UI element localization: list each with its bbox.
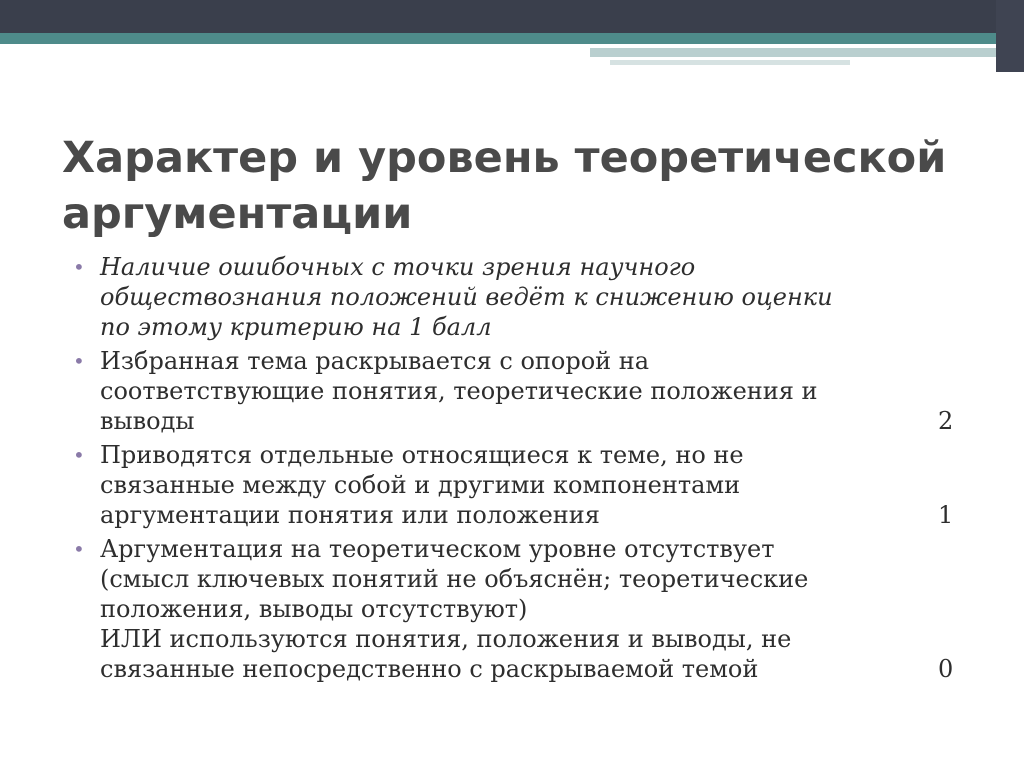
- criteria-item-score-1: [70, 440, 954, 530]
- header-stripe-lighter: [610, 60, 850, 65]
- header-band-right-block: [996, 0, 1024, 72]
- bullet-icon: •: [73, 255, 85, 279]
- criteria-line: обществознания положений ведёт к снижению оценки: [100, 283, 833, 311]
- criteria-line: по этому критерию на 1 балл: [100, 313, 492, 341]
- criteria-line-with-score: [100, 654, 954, 684]
- criteria-line: Приводятся отдельные относящиеся к теме, но не: [100, 441, 744, 469]
- criteria-line: Избранная тема раскрывается с опорой на: [100, 347, 650, 375]
- criteria-item-score-2: [70, 346, 954, 436]
- criteria-line-with-score: [100, 406, 954, 436]
- score-value: 0: [938, 655, 954, 683]
- bullet-icon: •: [73, 349, 85, 373]
- slide-title-line-2: аргументации: [62, 189, 413, 239]
- bullet-icon: •: [73, 443, 85, 467]
- criteria-line: связанные между собой и другими компонентами: [100, 471, 741, 499]
- slide-title-line-1: Характер и уровень теоретической: [62, 133, 947, 183]
- criteria-text: [100, 252, 950, 342]
- criteria-text: [100, 440, 954, 530]
- criteria-line: соответствующие понятия, теоретические положения и: [100, 377, 818, 405]
- criteria-line: ИЛИ используются понятия, положения и выводы, не: [100, 625, 792, 653]
- slide-title: [62, 130, 982, 242]
- criteria-list: [70, 252, 954, 688]
- header-stripe-teal: [0, 33, 996, 44]
- criteria-line: (смысл ключевых понятий не объяснён; теоретические: [100, 565, 809, 593]
- header-band-dark: [0, 0, 1024, 33]
- criteria-text: [100, 346, 954, 436]
- criteria-line: положения, выводы отсутствуют): [100, 595, 528, 623]
- criteria-text: [100, 534, 954, 684]
- score-value: 2: [938, 407, 954, 435]
- criteria-line: Наличие ошибочных с точки зрения научного: [100, 253, 696, 281]
- bullet-icon: •: [73, 537, 85, 561]
- criteria-line: выводы: [100, 407, 195, 435]
- criteria-line: аргументации понятия или положения: [100, 501, 600, 529]
- score-value: 1: [938, 501, 954, 529]
- criteria-item-note: [70, 252, 950, 342]
- criteria-line-with-score: [100, 500, 954, 530]
- header-stripe-light: [590, 48, 996, 57]
- criteria-item-score-0: [70, 534, 954, 684]
- criteria-line: Аргументация на теоретическом уровне отсутствует: [100, 535, 775, 563]
- criteria-line: связанные непосредственно с раскрываемой темой: [100, 655, 759, 683]
